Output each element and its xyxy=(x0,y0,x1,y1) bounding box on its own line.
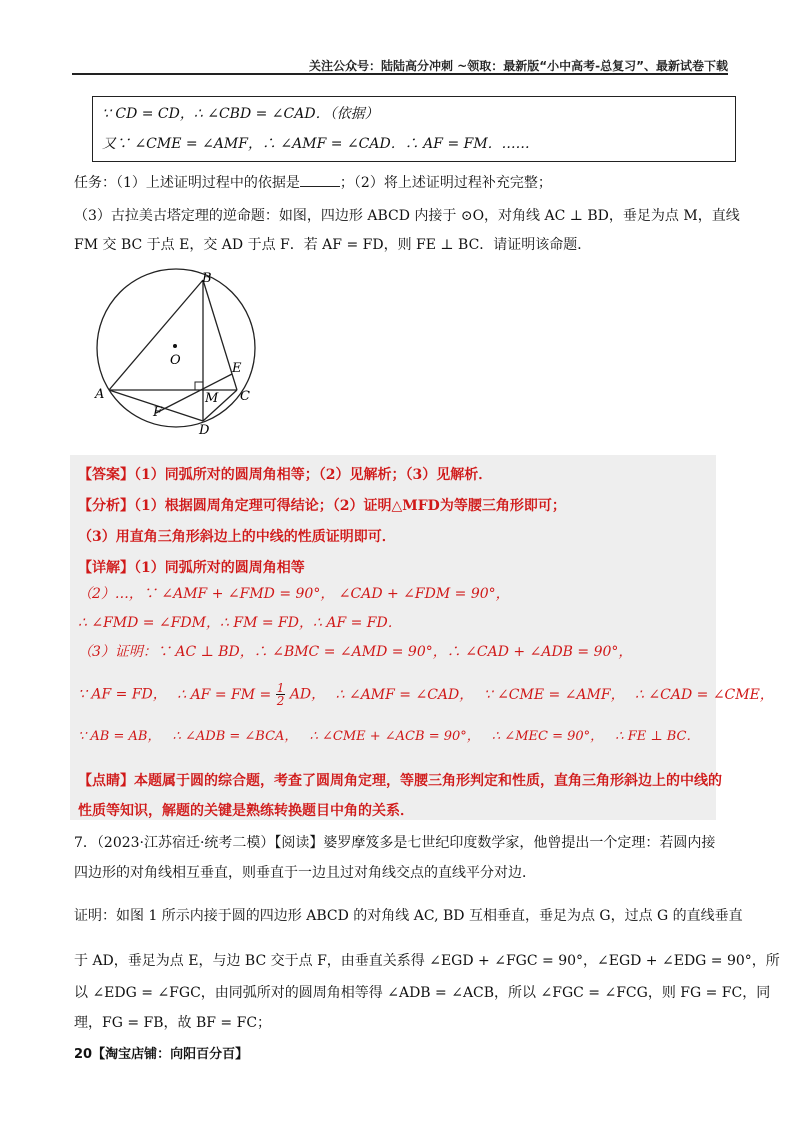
detail-line-6 xyxy=(78,725,699,744)
proof-line-2: 又∵ ∠CME = ∠AMF，∴ ∠AMF = ∠CAD．∴ AF = FM．…… xyxy=(102,136,530,152)
label-c: C xyxy=(240,389,250,404)
label-e: E xyxy=(232,361,242,376)
step-cad-cme: ∴ ∠CAD = ∠CME， xyxy=(635,686,774,703)
q7-line-5: 以 ∠EDG = ∠FGC，由同弧所对的圆周角相等得 ∠ADB = ∠ACB，所以 ∠FGC = ∠FCG，则 FG = FC，同 xyxy=(74,985,771,1001)
q7-line-4: 于 AD，垂足为点 E，与边 BC 交于点 F，由垂直关系得 ∠EGD + ∠FGC = 90°，∠EGD + ∠EDG = 90°，所 xyxy=(74,953,780,969)
shop-label: 【淘宝店铺：向阳百分百】 xyxy=(92,1047,249,1062)
step-af-fm: ∴ AF = FM = xyxy=(177,686,272,703)
step-ab-ab: ∵ AB = AB， xyxy=(78,729,161,744)
answer-line: 【答案】（1）同弧所对的圆周角相等；（2）见解析；（3）见解析． xyxy=(78,467,493,483)
page-footer xyxy=(74,1043,248,1062)
center-dot xyxy=(173,344,177,348)
fraction-num: 1 xyxy=(276,681,285,695)
detail-line-2: （2）…，∵ ∠AMF + ∠FMD = 90°， ∠CAD + ∠FDM = 90°， xyxy=(78,586,510,602)
step-mec: ∴ ∠MEC = 90°， xyxy=(491,729,604,744)
q7-line-3: 证明：如图 1 所示内接于圆的四边形 ABCD 的对角线 AC, BD 互相垂直，垂足为点 G，过点 G 的直线垂直 xyxy=(74,908,743,924)
task-line-2: （3）古拉美古塔定理的逆命题：如图，四边形 ABCD 内接于 ⊙O，对角线 AC ⊥ BD，垂足为点 M，直线 xyxy=(74,208,740,224)
comment-line-2: 性质等知识，解题的关键是熟练转换题目中角的关系． xyxy=(78,803,414,819)
q7-line-1: 7．（2023·江苏宿迁·统考二模）【阅读】婆罗摩笈多是七世纪印度数学家，他曾提出一个定理：若圆内接 xyxy=(74,835,716,851)
label-b: B xyxy=(202,271,212,286)
page-header: 关注公众号：陆陆高分冲刺 ~领取：最新版“小中高考-总复习”、最新试卷下载 xyxy=(309,59,728,73)
label-f: F xyxy=(153,405,163,420)
step-ad: AD， xyxy=(289,686,326,703)
analysis-line-1: 【分析】（1）根据圆周角定理可得结论；（2）证明△MFD为等腰三角形即可； xyxy=(78,498,566,514)
circle-figure xyxy=(90,268,270,440)
task-line-1 xyxy=(74,172,552,192)
fraction-half xyxy=(276,682,286,707)
fraction-den: 2 xyxy=(276,694,285,708)
step-amf-cad: ∴ ∠AMF = ∠CAD， xyxy=(335,686,474,703)
header-rule xyxy=(72,73,728,75)
detail-line-3: ∴ ∠FMD = ∠FDM，∴ FM = FD，∴ AF = FD． xyxy=(78,615,402,631)
detail-line-5 xyxy=(78,682,774,707)
segment-fe xyxy=(156,374,232,413)
step-fe-bc: ∴ FE ⊥ BC． xyxy=(615,729,700,744)
label-o: O xyxy=(170,353,181,368)
label-d: D xyxy=(199,423,210,438)
task-line-3: FM 交 BC 于点 E，交 AD 于点 F．若 AF = FD，则 FE ⊥ BC．请证明该命题． xyxy=(74,237,592,253)
segment-ab xyxy=(109,280,203,390)
proof-line-1: ∵ CD = CD，∴ ∠CBD = ∠CAD．（依据） xyxy=(102,106,379,122)
step-cme-amf: ∵ ∠CME = ∠AMF， xyxy=(483,686,625,703)
comment-line-1: 【点睛】本题属于圆的综合题，考查了圆周角定理，等腰三角形判定和性质，直角三角形斜边上的中线的 xyxy=(78,773,722,789)
task-line-1b: ；（2）将上述证明过程补充完整； xyxy=(339,175,552,191)
step-af-fd: ∵ AF = FD， xyxy=(78,686,167,703)
step-cme-acb: ∴ ∠CME + ∠ACB = 90°， xyxy=(309,729,480,744)
detail-line-4: （3）证明：∵ AC ⊥ BD，∴ ∠BMC = ∠AMD = 90°，∴ ∠CAD + ∠ADB = 90°， xyxy=(78,644,633,660)
answer-blank[interactable] xyxy=(300,174,340,187)
detail-line-1: 【详解】（1）同弧所对的圆周角相等 xyxy=(78,560,305,576)
q7-line-2: 四边形的对角线相互垂直，则垂直于一边且过对角线交点的直线平分对边． xyxy=(74,865,536,881)
analysis-line-2: （3）用直角三角形斜边上的中线的性质证明即可． xyxy=(78,529,396,545)
step-adb-bca: ∴ ∠ADB = ∠BCA， xyxy=(172,729,298,744)
label-m: M xyxy=(205,391,219,406)
page-number: 20 xyxy=(74,1047,93,1062)
q7-line-6: 理，FG = FB，故 BF = FC； xyxy=(74,1015,272,1031)
task-line-1a: 任务：（1）上述证明过程中的依据是 xyxy=(74,175,300,191)
label-a: A xyxy=(95,387,105,402)
